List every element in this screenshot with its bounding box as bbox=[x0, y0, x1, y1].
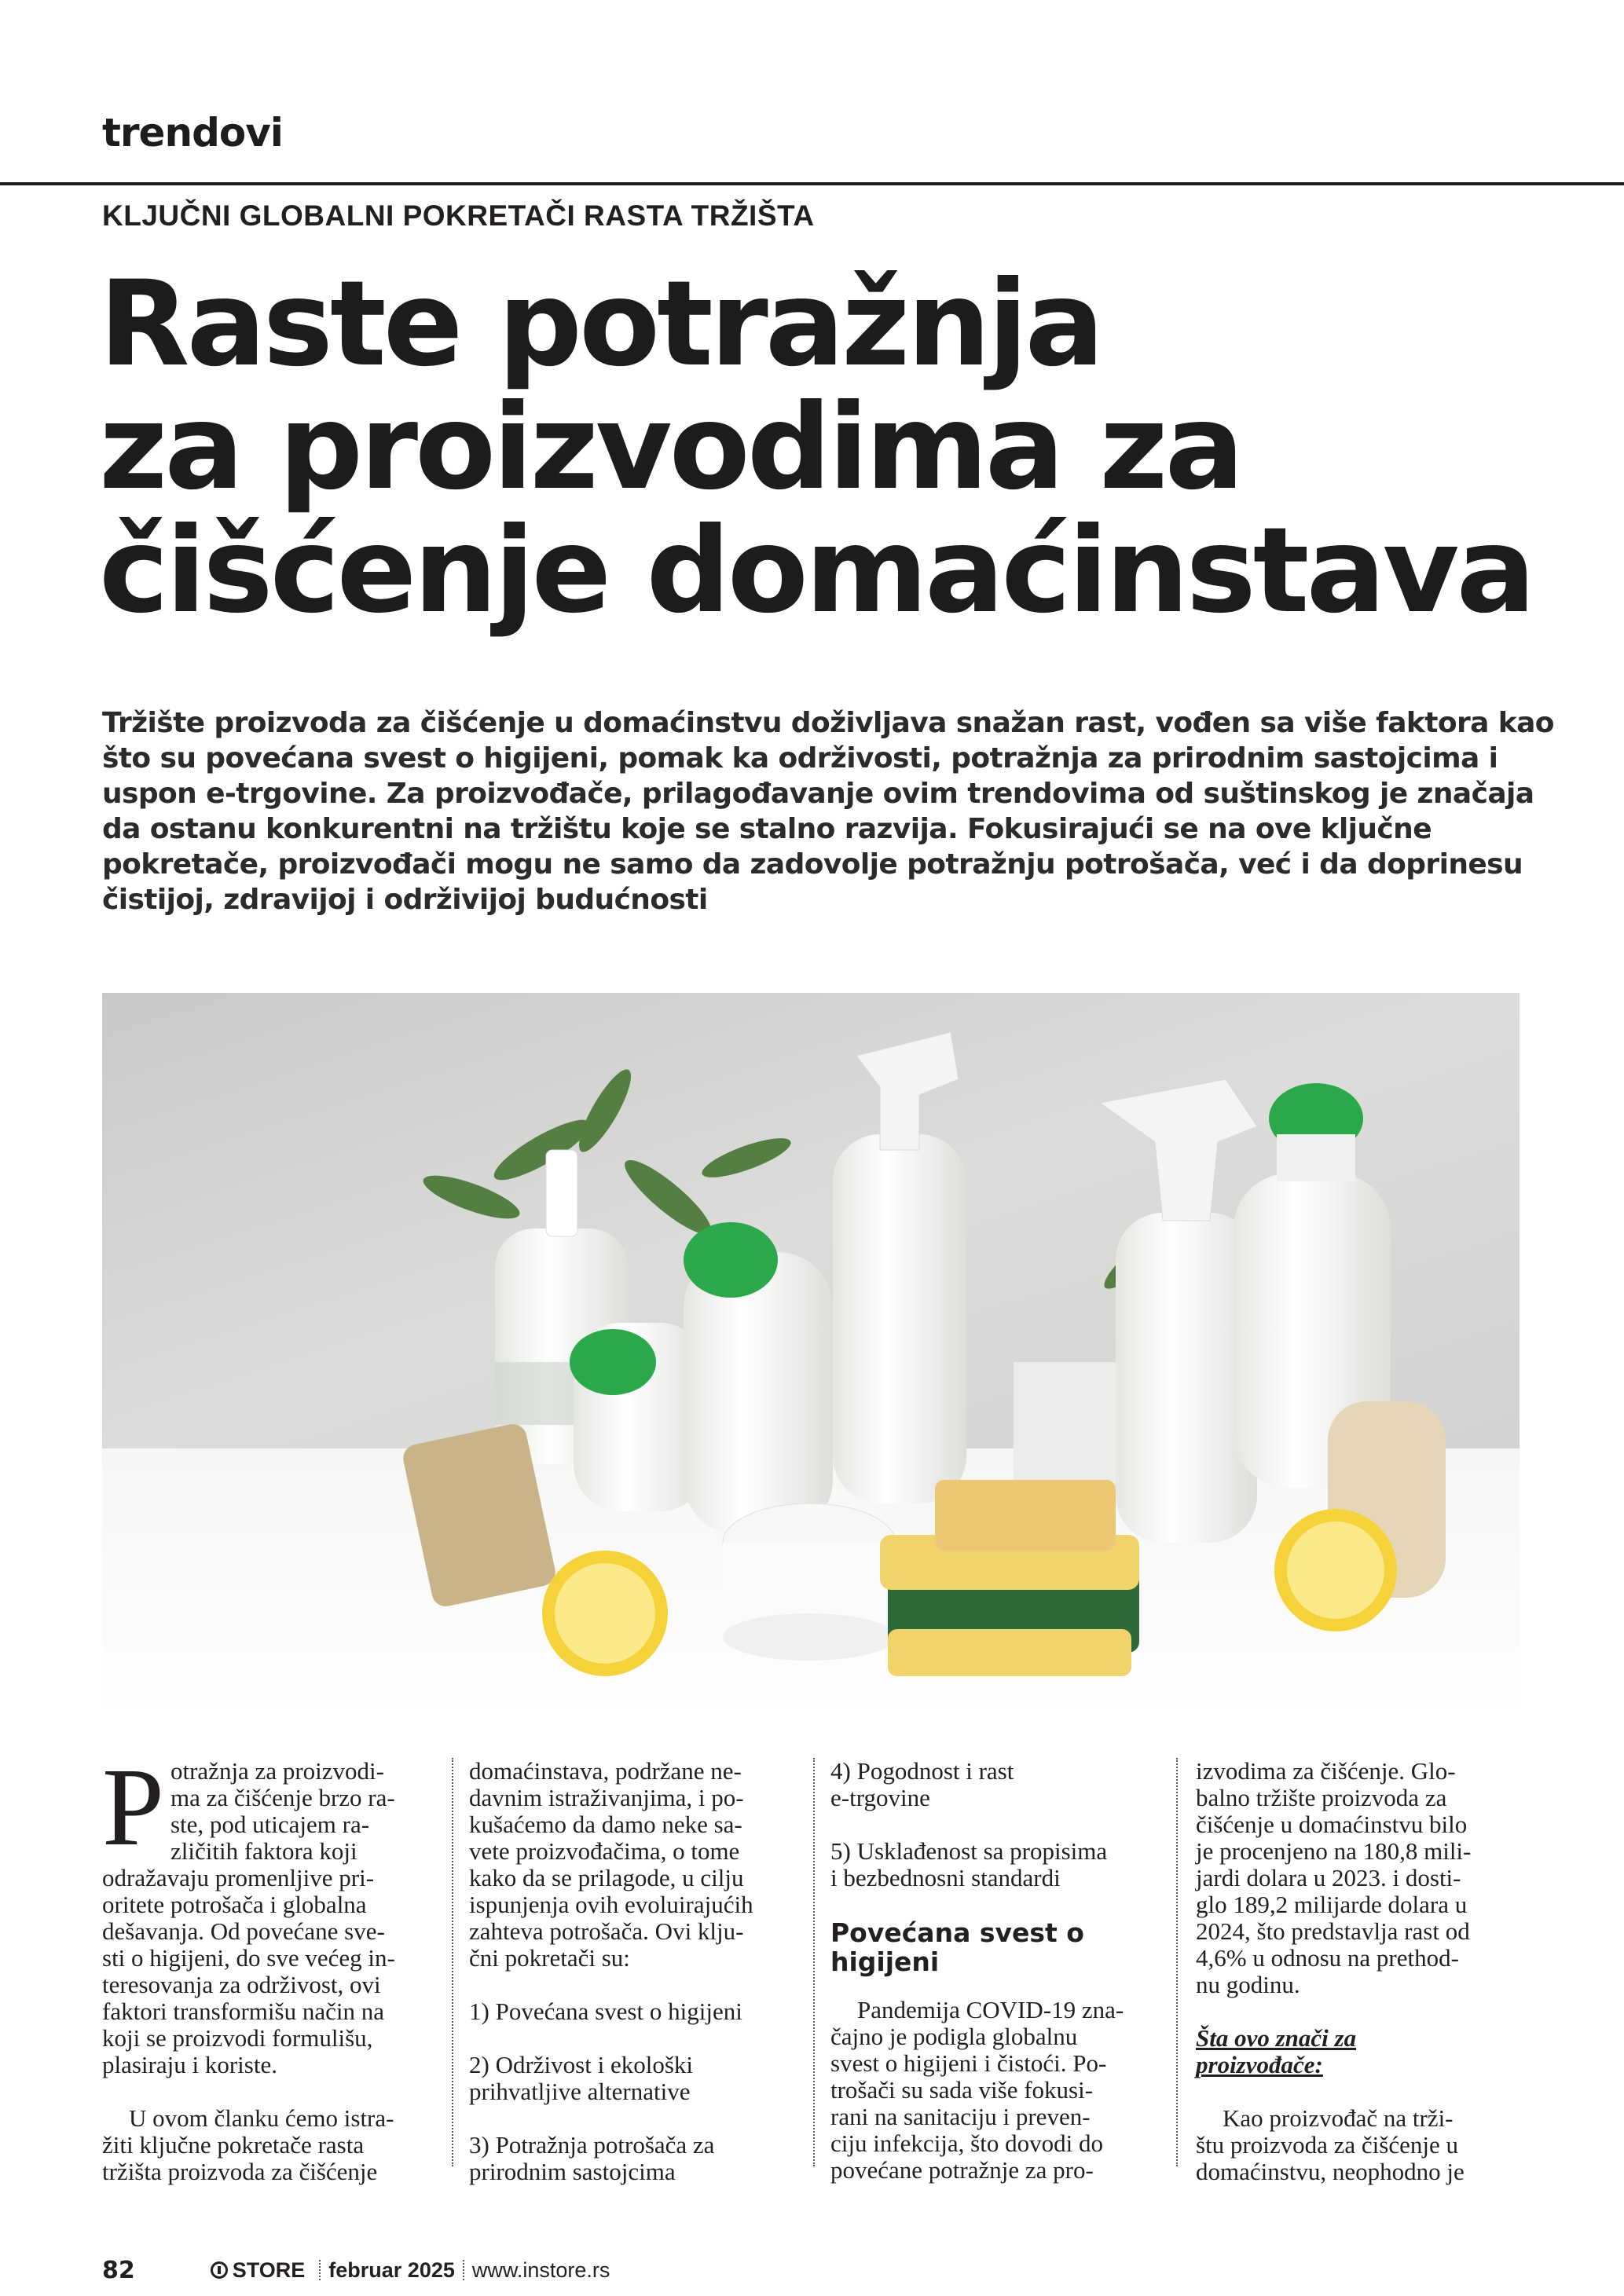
paragraph bbox=[830, 1997, 1153, 2184]
text-line: vete proizvođačima, o tome bbox=[469, 1837, 740, 1865]
body-column-2 bbox=[469, 1757, 791, 2185]
website-link[interactable]: www.instore.rs bbox=[471, 2258, 610, 2282]
brand-logo bbox=[211, 2258, 306, 2283]
text-line: sti o higijeni, do sve većeg in- bbox=[102, 1944, 395, 1972]
text-line bbox=[830, 1997, 1153, 2023]
text-line: rani na sanitaciju i preven- bbox=[830, 2103, 1091, 2130]
text-line: ma za čišćenje brzo ra- bbox=[170, 1784, 395, 1811]
text-line-content: Pandemija COVID-19 zna- bbox=[857, 1996, 1124, 2023]
text-line: 1) Povećana svest o higijeni bbox=[469, 1998, 742, 2025]
text-line: je procenjeno na 180,8 mili- bbox=[1196, 1837, 1472, 1865]
text-line: jardi dolara u 2023. i dosti- bbox=[1196, 1864, 1461, 1891]
section-label: trendovi bbox=[102, 110, 283, 156]
subheading bbox=[830, 1918, 1153, 1976]
text-line: e-trgovine bbox=[830, 1784, 930, 1811]
lead-line: uspon e-trgovine. Za proizvođače, prilagođavanje ovim trendovima od suštinskog je značaja bbox=[102, 778, 1534, 810]
text-line: povećane potražnje za pro- bbox=[830, 2156, 1094, 2184]
text-line: tržišta proizvoda za čišćenje bbox=[102, 2158, 378, 2185]
text-line: kako da se prilagode, u cilju bbox=[469, 1864, 744, 1891]
body-column-1 bbox=[102, 1745, 424, 2185]
paragraph bbox=[102, 1745, 424, 2078]
page-footer bbox=[102, 2254, 610, 2286]
text-line: čišćenje u domaćinstvu bilo bbox=[1196, 1811, 1468, 1838]
text-line: oritete potrošača i globalna bbox=[102, 1891, 367, 1918]
text-line: Povećana svest o bbox=[830, 1917, 1084, 1948]
list-item bbox=[830, 1838, 1153, 1891]
paragraph bbox=[1196, 2105, 1518, 2185]
brand-name: STORE bbox=[232, 2258, 306, 2282]
text-line bbox=[1196, 2105, 1518, 2132]
list-item bbox=[469, 2052, 791, 2105]
text-line: štu proizvoda za čišćenje u bbox=[1196, 2131, 1458, 2159]
text-line: odražavaju promenljive pri- bbox=[102, 1864, 375, 1891]
footer-separator bbox=[463, 2260, 464, 2280]
text-line: žiti ključne pokretače rasta bbox=[102, 2131, 365, 2159]
text-line: ciju infekcija, što dovodi do bbox=[830, 2129, 1103, 2157]
lead-line: pokretače, proizvođači mogu ne samo da zadovolje potražnju potrošača, već i da doprinesu bbox=[102, 848, 1523, 881]
text-line: zličitih faktora koji bbox=[170, 1837, 357, 1865]
text-line: davnim istraživanjima, i po- bbox=[469, 1784, 744, 1811]
text-line: trošači su sada više fokusi- bbox=[830, 2076, 1094, 2104]
logo-icon bbox=[211, 2261, 228, 2279]
text-line: teresovanja za održivost, ovi bbox=[102, 1971, 381, 1998]
paragraph bbox=[102, 2105, 424, 2185]
text-line: plasiraju i koriste. bbox=[102, 2051, 277, 2078]
text-line: higijeni bbox=[830, 1946, 940, 1977]
text-line: faktori transformišu način na bbox=[102, 1998, 384, 2025]
lead-line: Tržište proizvoda za čišćenje u domaćinstvu doživljava snažan rast, vođen sa više faktora kao bbox=[102, 707, 1554, 739]
text-line: izvodima za čišćenje. Glo- bbox=[1196, 1757, 1456, 1785]
page-number: 82 bbox=[102, 2256, 135, 2284]
column-divider bbox=[813, 1758, 815, 2166]
text-line: kušaćemo da damo neke sa- bbox=[469, 1811, 742, 1838]
body-column-4 bbox=[1196, 1757, 1518, 2185]
text-line: domaćinstava, podržane ne- bbox=[469, 1757, 742, 1785]
text-line: 5) Usklađenost sa propisima bbox=[830, 1837, 1108, 1865]
column-divider bbox=[1176, 1758, 1178, 2166]
text-line: prihvatljive alternative bbox=[469, 2078, 691, 2105]
paragraph bbox=[1196, 1758, 1518, 1998]
list-item bbox=[830, 1758, 1153, 1811]
text-line: ste, pod uticajem ra- bbox=[170, 1811, 370, 1838]
paragraph bbox=[469, 1758, 791, 1972]
text-line: 4,6% u odnosu na prethod- bbox=[1196, 1944, 1459, 1972]
text-line: ispunjenja ovih evoluirajućih bbox=[469, 1891, 753, 1918]
text-line: zahteva potrošača. Ovi klju- bbox=[469, 1917, 744, 1945]
text-line: nu godinu. bbox=[1196, 1971, 1300, 1998]
text-line bbox=[102, 2105, 424, 2132]
kicker: KLJUČNI GLOBALNI POKRETAČI RASTA TRŽIŠTA bbox=[102, 200, 815, 232]
text-line-content: U ovom članku ćemo istra- bbox=[129, 2104, 394, 2132]
issue-date: februar 2025 bbox=[328, 2258, 455, 2282]
text-line: i bezbednosni standardi bbox=[830, 1864, 1061, 1891]
text-line: 2) Održivost i ekološki bbox=[469, 2051, 693, 2078]
italic-subheading bbox=[1196, 2025, 1518, 2078]
text-line: Šta ovo znači za bbox=[1196, 2024, 1357, 2052]
text-line: 2024, što predstavlja rast od bbox=[1196, 1917, 1470, 1945]
text-line: 3) Potražnja potrošača za bbox=[469, 2131, 715, 2159]
headline bbox=[99, 256, 1576, 639]
lead-paragraph bbox=[102, 705, 1554, 917]
text-line: otražnja za proizvodi- bbox=[170, 1757, 384, 1785]
dropcap: P bbox=[102, 1745, 164, 1869]
list-item bbox=[469, 1998, 791, 2025]
column-divider bbox=[452, 1758, 453, 2166]
text-line: glo 189,2 milijarde dolara u bbox=[1196, 1891, 1468, 1918]
lead-line: čistijoj, zdravijoj i održivijoj budućnosti bbox=[102, 884, 708, 916]
headline-line: za proizvodima za bbox=[99, 379, 1241, 516]
text-line: svest o higijeni i čistoći. Po- bbox=[830, 2049, 1107, 2077]
text-line: koji se proizvodi formulišu, bbox=[102, 2024, 373, 2052]
text-line: dešavanja. Od povećane sve- bbox=[102, 1917, 385, 1945]
text-line: domaćinstvu, neophodno je bbox=[1196, 2158, 1465, 2185]
list-item bbox=[469, 2132, 791, 2185]
text-line: 4) Pogodnost i rast bbox=[830, 1757, 1014, 1785]
lead-line: što su povećana svest o higijeni, pomak ka održivosti, potražnja za prirodnim sastojcima i bbox=[102, 742, 1498, 774]
text-line: prirodnim sastojcima bbox=[469, 2158, 676, 2185]
text-line: čajno je podigla globalnu bbox=[830, 2023, 1078, 2050]
headline-line: Raste potražnja bbox=[99, 256, 1102, 393]
body-column-3 bbox=[830, 1758, 1153, 2182]
cleaning-products-photo bbox=[102, 993, 1520, 1716]
text-line: čni pokretači su: bbox=[469, 1944, 630, 1972]
text-line-content: Kao proizvođač na trži- bbox=[1223, 2104, 1454, 2132]
lead-line: da ostanu konkurentni na tržištu koje se stalno razvija. Fokusirajući se na ove ključne bbox=[102, 813, 1432, 845]
headline-line: čišćenje domaćinstava bbox=[99, 503, 1533, 639]
text-line: proizvođače: bbox=[1196, 2051, 1323, 2078]
header-rule bbox=[0, 182, 1624, 185]
text-line: balno tržište proizvoda za bbox=[1196, 1784, 1447, 1811]
footer-separator bbox=[319, 2260, 321, 2280]
